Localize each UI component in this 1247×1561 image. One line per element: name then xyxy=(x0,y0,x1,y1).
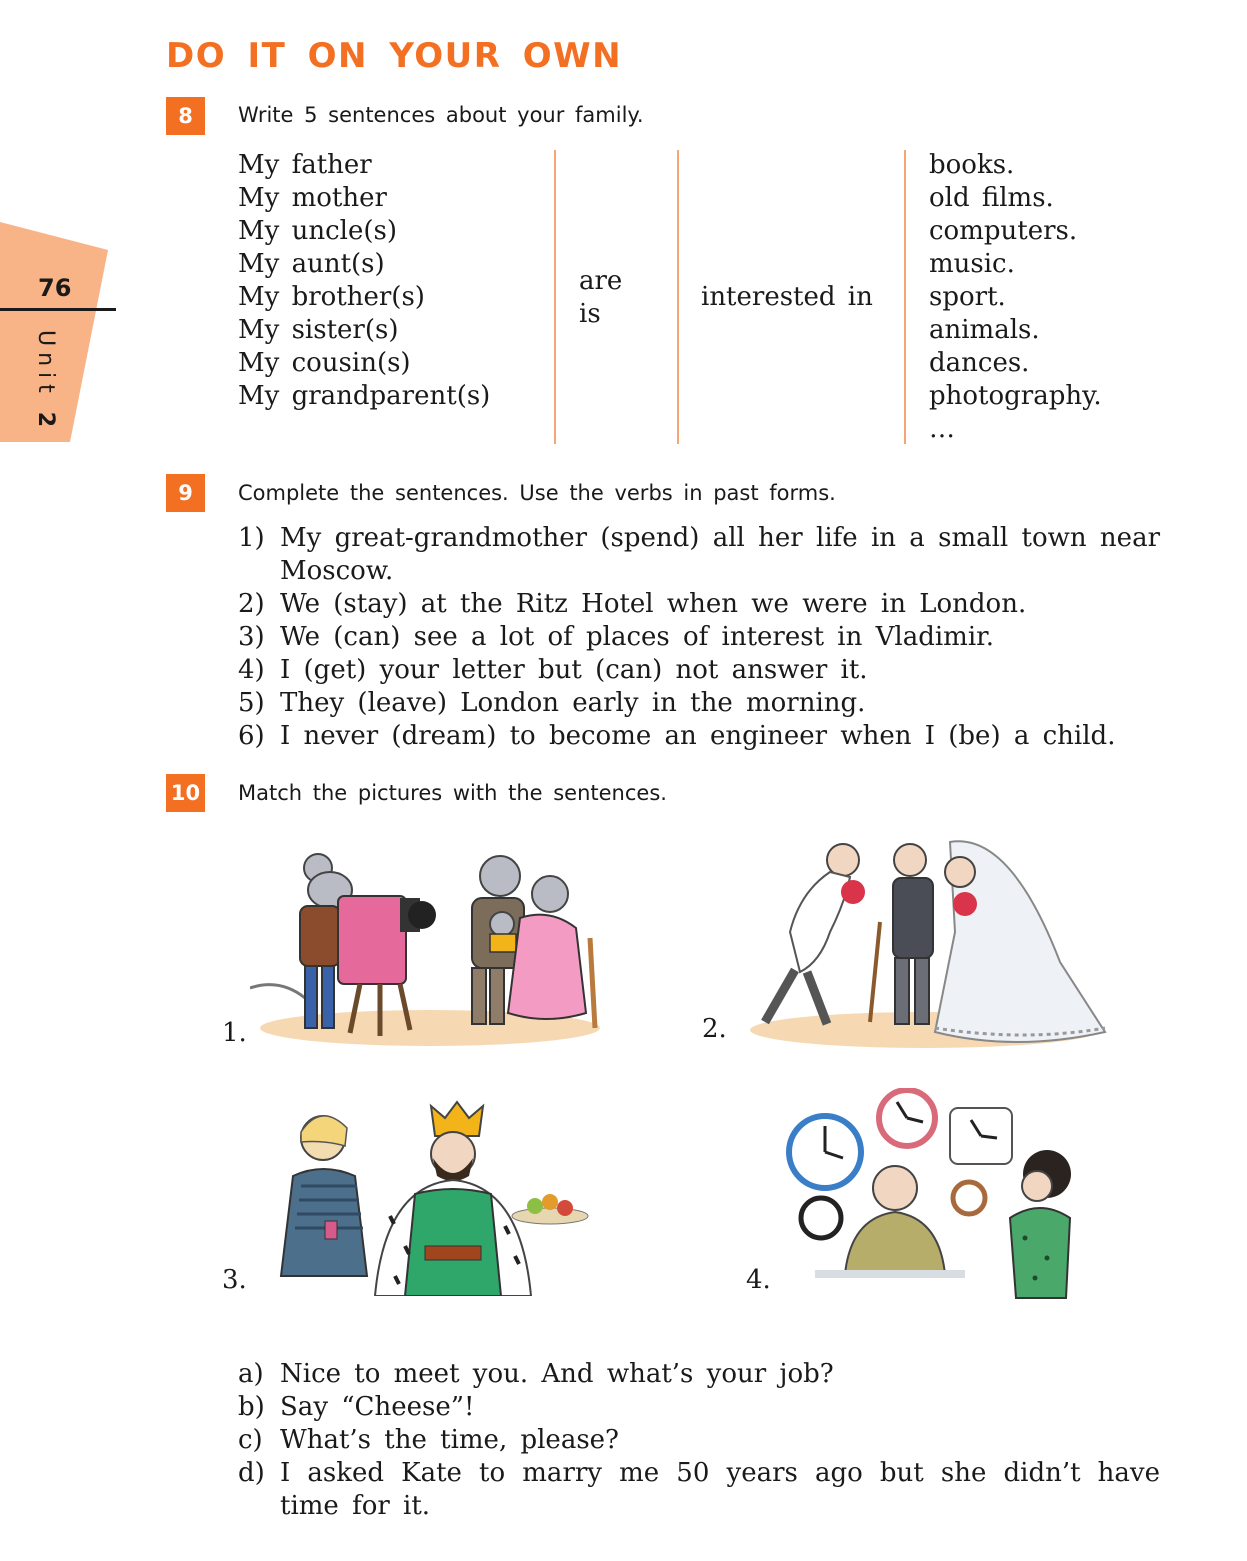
objects-column xyxy=(929,149,1102,446)
item-text: I never (dream) to become an engineer when I (be) a child. xyxy=(280,721,1116,751)
list-item xyxy=(238,687,1160,720)
list-item xyxy=(238,1391,1160,1424)
mouse-family-photo-illustration xyxy=(250,838,620,1050)
subject: My uncle(s) xyxy=(238,216,397,246)
object: music. xyxy=(929,249,1015,279)
exercise-9-list xyxy=(238,522,1160,753)
list-item xyxy=(238,522,1160,588)
phrase: interested in xyxy=(701,282,873,312)
item-letter: c) xyxy=(238,1425,263,1455)
list-item xyxy=(238,654,1160,687)
page-number: 76 xyxy=(38,274,72,302)
item-number: 6) xyxy=(238,721,265,751)
item-number: 5) xyxy=(238,688,265,718)
item-text: We (stay) at the Ritz Hotel when we were in London. xyxy=(280,589,1027,619)
exercise-10-sentences xyxy=(238,1358,1160,1523)
column-divider xyxy=(677,150,679,444)
item-letter: a) xyxy=(238,1359,264,1389)
item-letter: d) xyxy=(238,1458,265,1488)
clocks-and-old-man-illustration xyxy=(785,1088,1085,1303)
subject: My father xyxy=(238,150,372,180)
section-title: DO IT ON YOUR OWN xyxy=(166,36,623,76)
subject: My cousin(s) xyxy=(238,348,411,378)
item-number: 2) xyxy=(238,589,265,619)
column-divider xyxy=(554,150,556,444)
unit-number: 2 xyxy=(33,411,58,434)
item-text: I asked Kate to marry me 50 years ago but she didn’t have time for it. xyxy=(280,1458,1160,1521)
subject: My brother(s) xyxy=(238,282,425,312)
subject: My mother xyxy=(238,183,387,213)
item-text: We (can) see a lot of places of interest in Vladimir. xyxy=(280,622,994,652)
subject: My aunt(s) xyxy=(238,249,385,279)
object: photography. xyxy=(929,381,1102,411)
picture-label: 3. xyxy=(222,1265,247,1295)
phrase-column xyxy=(701,281,873,314)
picture-label: 1. xyxy=(222,1018,247,1048)
list-item xyxy=(238,1358,1160,1391)
exercise-10-number: 10 xyxy=(166,774,205,812)
object: sport. xyxy=(929,282,1006,312)
list-item xyxy=(238,621,1160,654)
exercise-9-number: 9 xyxy=(166,474,205,512)
object: computers. xyxy=(929,216,1078,246)
item-letter: b) xyxy=(238,1392,265,1422)
unit-word: Unit xyxy=(33,330,58,399)
picture-label: 4. xyxy=(746,1265,771,1295)
object: old films. xyxy=(929,183,1054,213)
exercise-8-instruction: Write 5 sentences about your family. xyxy=(238,103,644,127)
verb: are xyxy=(579,266,623,296)
exercise-10-instruction: Match the pictures with the sentences. xyxy=(238,781,667,805)
item-text: I (get) your letter but (can) not answer it. xyxy=(280,655,868,685)
object: dances. xyxy=(929,348,1030,378)
item-text: Nice to meet you. And what’s your job? xyxy=(280,1359,834,1389)
king-and-woman-illustration xyxy=(265,1096,595,1296)
exercise-9-instruction: Complete the sentences. Use the verbs in past forms. xyxy=(238,481,836,505)
item-text: Say “Cheese”! xyxy=(280,1392,475,1422)
picture-label: 2. xyxy=(702,1014,727,1044)
list-item xyxy=(238,1457,1160,1523)
subject: My grandparent(s) xyxy=(238,381,491,411)
list-item xyxy=(238,588,1160,621)
list-item xyxy=(238,720,1160,753)
item-text: My great-grandmother (spend) all her life in a small town near Moscow. xyxy=(280,523,1160,586)
subject: My sister(s) xyxy=(238,315,399,345)
exercise-8-number: 8 xyxy=(166,97,205,135)
object: books. xyxy=(929,150,1015,180)
object: … xyxy=(929,414,955,444)
item-text: They (leave) London early in the morning. xyxy=(280,688,866,718)
list-item xyxy=(238,1424,1160,1457)
object: animals. xyxy=(929,315,1040,345)
item-text: What’s the time, please? xyxy=(280,1425,619,1455)
verbs-column xyxy=(579,265,622,331)
unit-label xyxy=(33,330,58,433)
subjects-column xyxy=(238,149,490,413)
item-number: 4) xyxy=(238,655,265,685)
verb: is xyxy=(579,299,601,329)
tab-divider xyxy=(0,308,116,311)
item-number: 1) xyxy=(238,523,265,553)
elderly-wedding-illustration xyxy=(745,832,1110,1052)
column-divider xyxy=(904,150,906,444)
item-number: 3) xyxy=(238,622,265,652)
